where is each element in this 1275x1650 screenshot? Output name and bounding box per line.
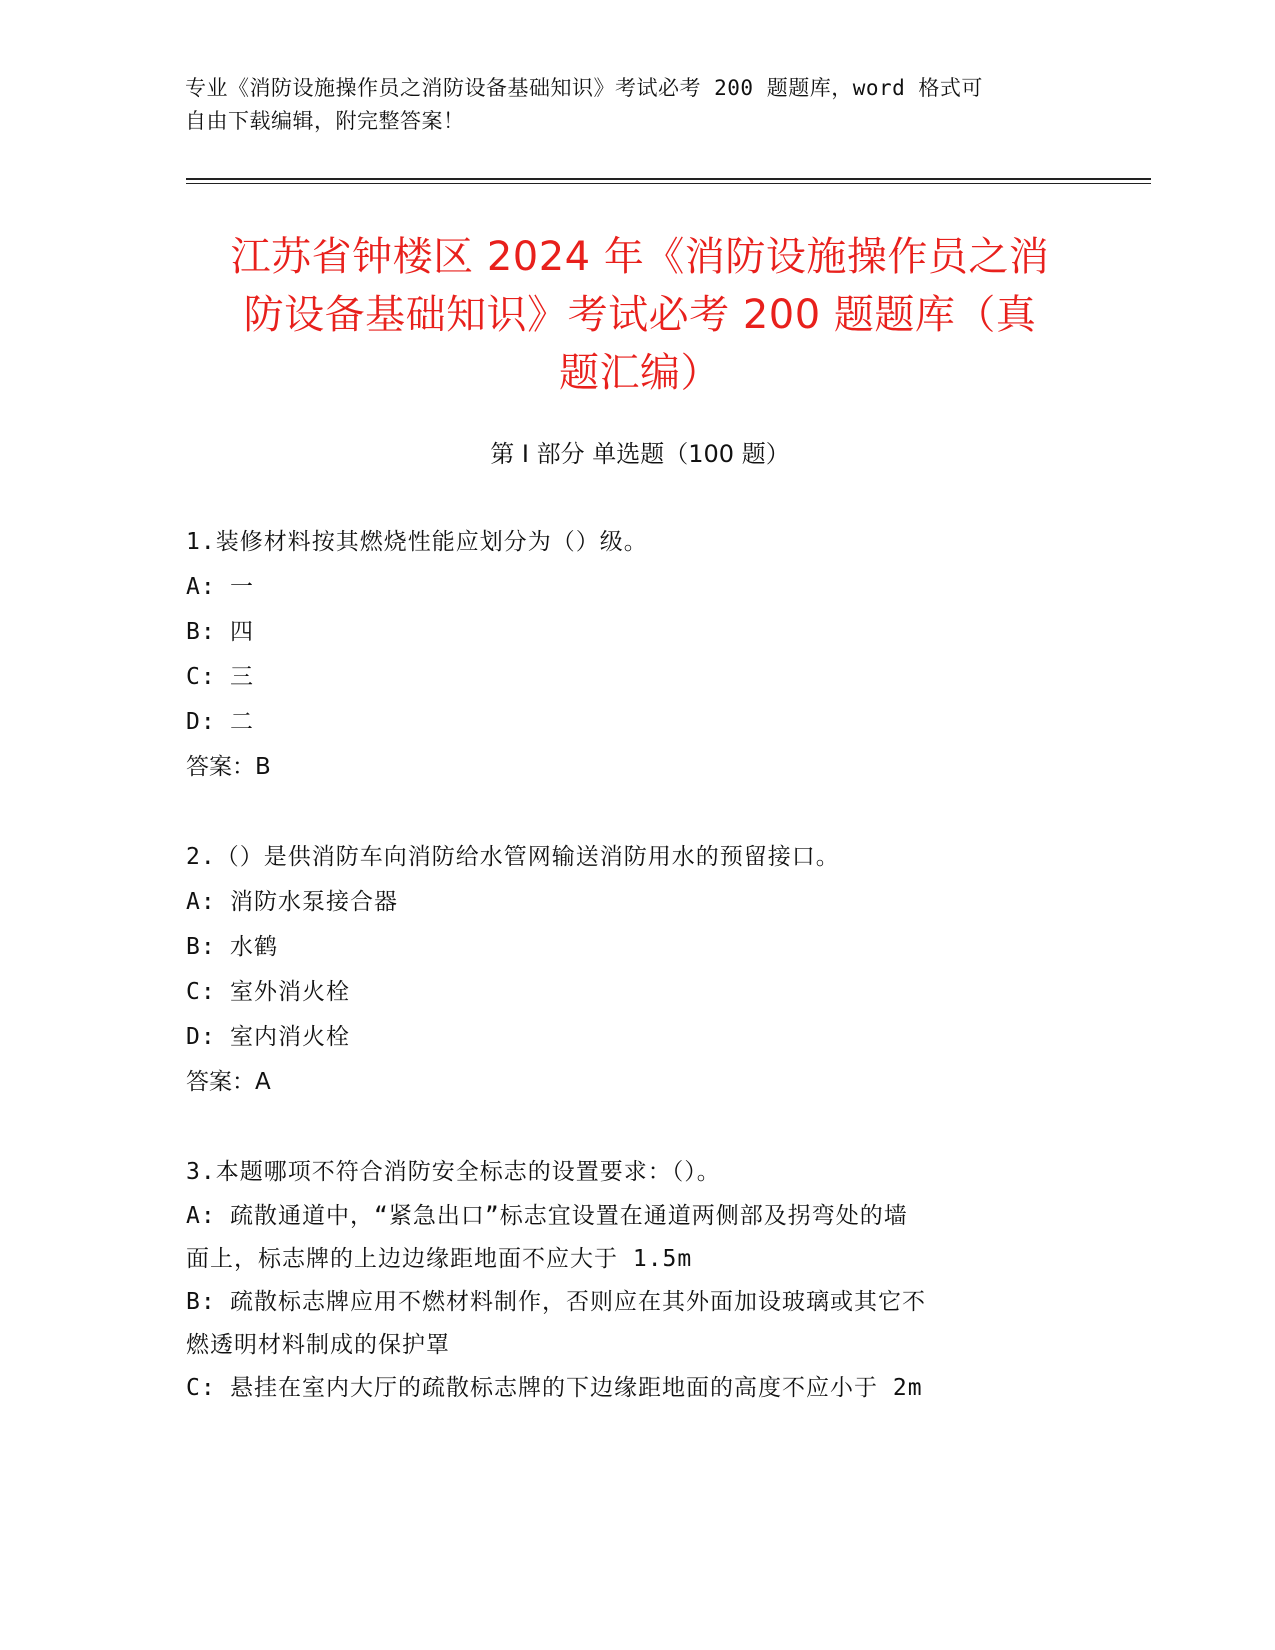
option-text: 疏散标志牌应用不燃材料制作，否则应在其外面加设玻璃或其它不 bbox=[230, 1289, 926, 1315]
document-title bbox=[180, 228, 1100, 402]
option-text: 疏散通道中，“紧急出口”标志宜设置在通道两侧部及拐弯处的墙 bbox=[230, 1203, 908, 1229]
option-a bbox=[186, 880, 1076, 925]
document-title-line-1: 江苏省钟楼区 2024 年《消防设施操作员之消 bbox=[230, 234, 1050, 280]
question-list bbox=[186, 520, 1076, 1455]
option-text: 二 bbox=[230, 709, 254, 735]
option-text: 四 bbox=[230, 619, 254, 645]
option-key: C: bbox=[186, 1375, 216, 1401]
header-divider-thin bbox=[186, 183, 1151, 184]
question-2 bbox=[186, 835, 1076, 1105]
option-text: 悬挂在室内大厅的疏散标志牌的下边缘距地面的高度不应小于 2m bbox=[230, 1375, 923, 1401]
option-key: A: bbox=[186, 574, 216, 600]
option-a bbox=[186, 565, 1076, 610]
option-key: A: bbox=[186, 1203, 216, 1229]
header-note-line-1: 专业《消防设施操作员之消防设备基础知识》考试必考 200 题题库，word 格式可 bbox=[185, 76, 983, 100]
option-key: B: bbox=[186, 619, 216, 645]
option-c bbox=[186, 970, 1076, 1015]
document-title-line-3: 题汇编） bbox=[559, 350, 721, 396]
option-b bbox=[186, 610, 1076, 655]
header-note bbox=[185, 72, 1085, 138]
option-text: 一 bbox=[230, 574, 254, 600]
option-a bbox=[186, 1195, 1076, 1238]
option-text: 三 bbox=[230, 664, 254, 690]
document-title-line-2: 防设备基础知识》考试必考 200 题题库（真 bbox=[243, 292, 1037, 338]
option-c bbox=[186, 1367, 1076, 1410]
question-stem: 2.（）是供消防车向消防给水管网输送消防用水的预留接口。 bbox=[186, 844, 840, 870]
option-key: C: bbox=[186, 664, 216, 690]
option-c bbox=[186, 655, 1076, 700]
option-d bbox=[186, 700, 1076, 745]
option-b-continued: 燃透明材料制成的保护罩 bbox=[186, 1332, 450, 1358]
section-title: 第 I 部分 单选题（100 题） bbox=[490, 440, 790, 468]
option-key: B: bbox=[186, 934, 216, 960]
question-3 bbox=[186, 1150, 1076, 1410]
option-b bbox=[186, 925, 1076, 970]
option-key: D: bbox=[186, 709, 216, 735]
question-stem: 1.装修材料按其燃烧性能应划分为（）级。 bbox=[186, 529, 648, 555]
option-text: 室外消火栓 bbox=[230, 979, 350, 1005]
option-key: D: bbox=[186, 1024, 216, 1050]
option-text: 水鹤 bbox=[230, 934, 278, 960]
header-note-line-2: 自由下载编辑，附完整答案！ bbox=[185, 109, 465, 133]
question-stem: 3.本题哪项不符合消防安全标志的设置要求：（）。 bbox=[186, 1159, 721, 1185]
option-key: A: bbox=[186, 889, 216, 915]
option-b bbox=[186, 1281, 1076, 1324]
option-a-continued: 面上，标志牌的上边边缘距地面不应大于 1.5m bbox=[186, 1246, 693, 1272]
header-divider-thick bbox=[186, 178, 1151, 180]
option-text: 室内消火栓 bbox=[230, 1024, 350, 1050]
question-1 bbox=[186, 520, 1076, 790]
option-d bbox=[186, 1015, 1076, 1060]
option-key: C: bbox=[186, 979, 216, 1005]
answer: 答案：B bbox=[186, 754, 271, 780]
option-text: 消防水泵接合器 bbox=[230, 889, 398, 915]
option-key: B: bbox=[186, 1289, 216, 1315]
answer: 答案：A bbox=[186, 1069, 271, 1095]
